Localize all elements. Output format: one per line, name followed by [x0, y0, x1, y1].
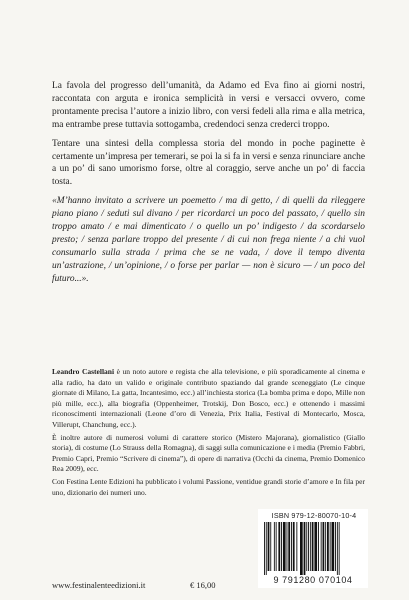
- barcode-bar: [310, 522, 311, 571]
- barcode-bar: [327, 522, 329, 571]
- barcode-bar: [283, 522, 286, 571]
- blurb-quote: «M’hanno invitato a scrivere un poemetto / ma di getto, / di quelli da rileggere piano piano / seduti sul divano / per ricordarci un poco del passato, / quello sin troppo amato / e mai dimenticato / o quello un po’ indigesto / da scordarselo presto; / senza parlare troppo del presente / di cui non frega niente / a chi vuol consumarlo sulla strada / prima che se ne vada, / dove il tempo diventa un’astrazione, / un’opinione, / o forse per parlar — non è sicuro — / un poco del futuro...».: [52, 196, 365, 284]
- barcode-bar: [335, 522, 336, 571]
- barcode-bar: [293, 522, 295, 571]
- barcode-bar: [306, 522, 307, 571]
- barcode-bar: [308, 522, 309, 571]
- barcode-bar: [288, 522, 290, 571]
- barcode-bar: [291, 522, 292, 571]
- author-bio: [52, 367, 365, 500]
- price: € 16,00: [190, 580, 216, 590]
- barcode: [262, 522, 366, 575]
- barcode-bar: [278, 522, 280, 571]
- barcode-bar: [318, 522, 319, 571]
- barcode-bar: [268, 522, 270, 571]
- barcode-bar: [332, 522, 335, 571]
- author-name: Leandro Castellani: [52, 367, 115, 376]
- barcode-bar: [312, 522, 314, 571]
- bio-text: è un noto autore e regista che alla televisione, e più sporadicamente al cinema e alla radio, ha dato un valido e originale contributo spaziando dal grande sceneggiato (Le cinque giornate di Milano, La gatta, Incantesimo, ecc.) all’inchiesta storica (La bomba prima e dopo, Mille non più mille, ecc.), alla biografia (Oppenheimer, Trotskij, Don Bosco, ecc.) e ottenendo i massimi riconoscimenti internazionali (Leone d’oro di Venezia, Prix Italia, Festival di Montecarlo, Mosca, Villerupt, Chanchung, ecc.).: [52, 367, 365, 429]
- barcode-bar: [274, 522, 275, 571]
- barcode-bar: [325, 522, 326, 571]
- barcode-bar: [270, 522, 271, 571]
- barcode-digits: 9 791280 070104: [273, 575, 353, 585]
- barcode-bar: [321, 522, 322, 571]
- barcode-bar: [276, 522, 277, 571]
- barcode-bar: [304, 522, 306, 575]
- barcode-bar: [287, 522, 288, 571]
- bio-paragraph: Con Festina Lente Edizioni ha pubblicato i volumi Passione, ventidue grandi storie d’amore e In fila per uno, dizionario dei numeri uno.: [52, 476, 365, 497]
- blurb-paragraph: Tentare una sintesi della complessa storia del mondo in poche paginette è certamente un’impresa per temerari, se poi la si fa in versi e senza rinunciare anche a un po’ di sano umorismo forse, oltre al coraggio, serve anche un po’ di faccia tosta.: [52, 138, 365, 188]
- isbn-label: ISBN 979-12-80070-10-4: [271, 511, 357, 520]
- barcode-bar: [266, 522, 267, 575]
- barcode-bar: [296, 522, 297, 571]
- isbn-barcode-block: [258, 509, 368, 588]
- barcode-bar: [323, 522, 325, 571]
- barcode-bar: [264, 522, 265, 575]
- barcode-bar: [337, 522, 338, 575]
- bio-paragraph: È inoltre autore di numerosi volumi di carattere storico (Mistero Majorana), giornalistico (Giallo storia), di costume (Lo Strauss della Romagna), di saggi sulla comunicazione e i media (Premio Fabbri, Premio Capri, Premio “Scrivere di cinema”), di opere di narrativa (Occhi da cinema, Premio Domenico Rea 2009), ecc.: [52, 432, 365, 474]
- barcode-bar: [300, 522, 303, 575]
- barcode-bar: [339, 522, 340, 575]
- barcode-bar: [314, 522, 317, 571]
- barcode-bar: [281, 522, 282, 571]
- blurb: [52, 80, 365, 292]
- publisher-website: www.festinalenteedizioni.it: [52, 580, 146, 590]
- barcode-bar: [330, 522, 331, 571]
- bio-paragraph: [52, 367, 365, 431]
- blurb-paragraph: La favola del progresso dell’umanità, da Adamo ed Eva fino ai giorni nostri, raccontata con arguta e ironica semplicità in versi e versacci ovvero, come prontamente precisa l’autore a inizio libro, con versi fedeli alla rima e alla metrica, ma entrambe prese tuttavia sottogamba, credendoci senza crederci troppo.: [52, 81, 365, 130]
